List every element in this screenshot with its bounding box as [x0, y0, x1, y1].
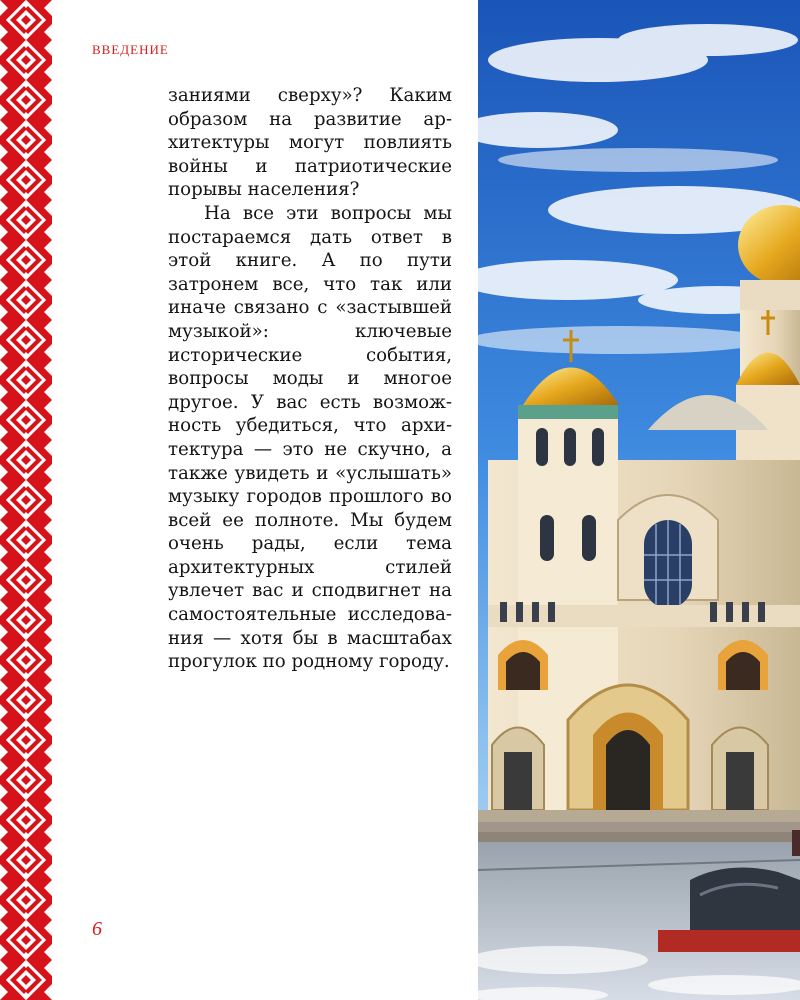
cathedral-photo [478, 0, 800, 1000]
decorative-ornament-border [0, 0, 52, 1000]
body-text [168, 84, 452, 674]
page-number: 6 [92, 918, 102, 940]
running-head: ВВЕДЕНИЕ [92, 42, 169, 57]
paragraph: На все эти вопросы мы постараемся дать ответ в этой книге. А по пути затронем все, что так или иначе связано с «застывшей музыкой»: ключевые исторические события, вопросы моды и многое другое. У вас есть возможность убедиться, что архитектура — это не скучно, а также увидеть и «услышать» музыку городов прошлого во всей ее полноте. Мы будем очень рады, если тема архитектурных стилей увлечет вас и сподвигнет на самостоятельные исследования — хотя бы в масштабах прогулок по родному городу. [168, 202, 452, 673]
paragraph: заниями сверху»? Каким образом на развитие архитектуры могут повлиять войны и патриотические порывы населения? [168, 85, 452, 201]
